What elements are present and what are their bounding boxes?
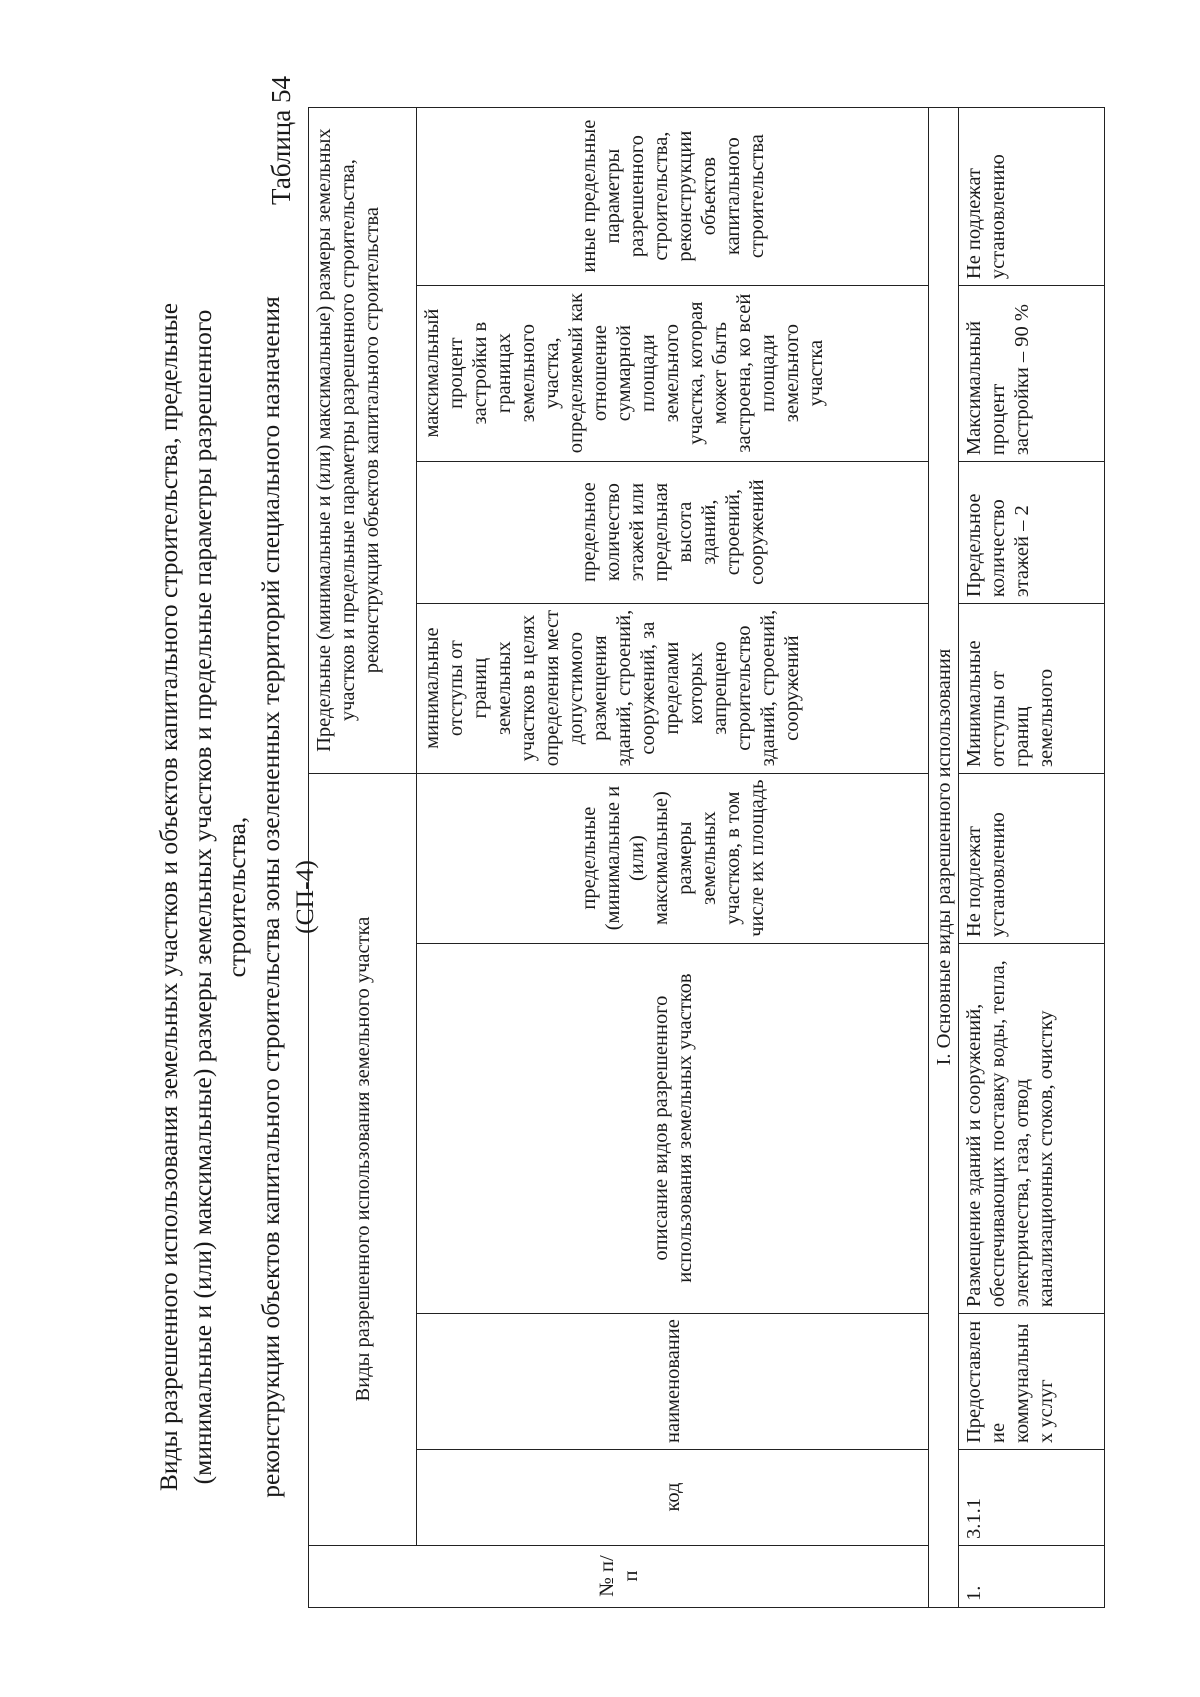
table-label: Таблица 54 xyxy=(266,76,296,205)
header-number: № п/п xyxy=(309,1546,929,1608)
title-line: Виды разрешенного использования земельных участков и объектов капитального строительства, предельные xyxy=(154,302,183,1492)
row-size: Не подлежат установлению xyxy=(959,774,1105,944)
row-floors: Предельное количество этажей – 2 xyxy=(959,462,1105,604)
row-setbacks: Минимальные отступы от границ земельного xyxy=(959,604,1105,774)
row-name: Предоставлен ие коммунальны х услуг xyxy=(959,1314,1105,1450)
row-coverage: Максимальный процент застройки – 90 % xyxy=(959,286,1105,462)
header-code: код xyxy=(417,1450,929,1546)
title-line: реконструкции объектов капитального строительства зоны озелененных территорий специального назначения (СП-4) xyxy=(256,296,319,1498)
row-description: Размещение зданий и сооружений, обеспечивающих поставку воды, тепла, электричества, газа, отвод канализационных стоков, очистку xyxy=(959,944,1105,1314)
title-line: (минимальные и (или) максимальные) размеры земельных участков и предельные параметры разрешенного строительства, xyxy=(188,309,251,1485)
section-title: I. Основные виды разрешенного использования xyxy=(929,108,959,1608)
header-name: наименование xyxy=(417,1314,929,1450)
header-size: предельные (минимальные и (или) максимальные) размеры земельных участков, в том числе их площадь xyxy=(417,774,929,944)
header-vri-group: Виды разрешенного использования земельного участка xyxy=(309,774,417,1546)
header-setbacks: минимальные отступы от границ земельных участков в целях определения мест допустимого размещения зданий, строений, сооружений, за пределами которых запрещено строительство зданий, строений, сооружений xyxy=(417,604,929,774)
header-coverage: максимальный процент застройки в границах земельного участка, определяемый как отношение суммарной площади земельного участка, которая может быть застроена, ко всей площади земельного участка xyxy=(417,286,929,462)
table-row xyxy=(959,108,1105,1608)
row-code: 3.1.1 xyxy=(959,1450,1105,1546)
header-other: иные предельные параметры разрешенного строительства, реконструкции объектов капитального строительства xyxy=(417,108,929,286)
header-floors: предельное количество этажей или предельная высота зданий, строений, сооружений xyxy=(417,462,929,604)
header-params-group: Предельные (минимальные и (или) максимальные) размеры земельных участков и предельные параметры разрешенного строительства, реконструкции объектов капитального строительства xyxy=(309,108,417,774)
header-description: описание видов разрешенного использования земельных участков xyxy=(417,944,929,1314)
row-number: 1. xyxy=(959,1546,1105,1608)
row-other: Не подлежат установлению xyxy=(959,108,1105,286)
regulations-table xyxy=(308,107,1105,1608)
document-title xyxy=(152,267,322,1527)
